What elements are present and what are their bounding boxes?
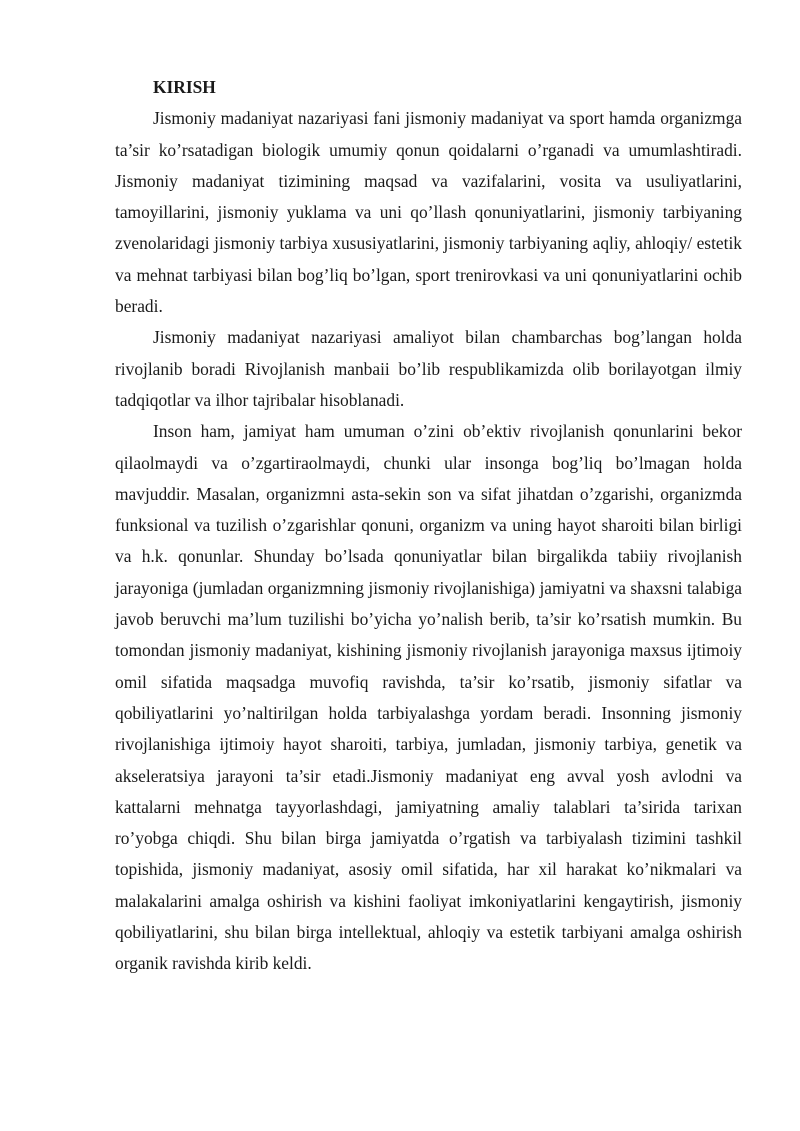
paragraph: Jismoniy madaniyat nazariyasi fani jismoniy madaniyat va sport hamda organizmga ta’sir ko’rsatadigan biologik umumiy qonun qoidalarni o’rganadi va umumlashtiradi. Jismoniy madaniyat tizimining maqsad va vazifalarini, vosita va usuliyatlarini, tamoyillarini, jismoniy yuklama va uni qo’llash qonuniyatlarini, jismoniy tarbiyaning zvenolaridagi jismoniy tarbiya xususiyatlarini, jismoniy tarbiyaning aqliy, ahloqiy/ estetik va mehnat tarbiyasi bilan bog’liq bo’lgan, sport trenirovkasi va uni qonuniyatlarini ochib beradi. xyxy=(115,108,742,317)
paragraph: Inson ham, jamiyat ham umuman o’zini ob’ektiv rivojlanish qonunlarini bekor qilaolmaydi va o’zgartiraolmaydi, chunki ular insonga bog’liq bo’lmagan holda mavjuddir. Masalan, organizmni asta-sekin son va sifat jihatdan o’zgarishi, organizmda funksional va tuzilish o’zgarishlar qonuni, organizm va uning hayot sharoiti bilan birligi va h.k. qonunlar. Shunday bo’lsada qonuniyatlar bilan birgalikda tabiiy rivojlanish jarayoniga (jumladan organizmning jismoniy rivojlanishiga) jamiyatni va shaxsni talabiga javob beruvchi ma’lum tuzilishi bo’yicha yo’nalish berib, ta’sir ko’rsatish mumkin. Bu tomondan jismoniy madaniyat, kishining jismoniy rivojlanish jarayoniga maxsus ijtimoiy omil sifatida maqsadga muvofiq ravishda, ta’sir ko’rsatib, jismoniy sifatlar va qobiliyatlarini yo’naltirilgan holda tarbiyalashga yordam beradi. Insonning jismoniy rivojlanishiga ijtimoiy hayot sharoiti, tarbiya, jumladan, jismoniy tarbiya, genetik va akseleratsiya jarayoni ta’sir etadi.Jismoniy madaniyat eng avval yosh avlodni va kattalarni mehnatga tayyorlashdagi, jamiyatning amaliy talablari ta’sirida tarixan ro’yobga chiqdi. Shu bilan birga jamiyatda o’rgatish va tarbiyalash tizimini tashkil topishida, jismoniy madaniyat, asosiy omil sifatida, har xil harakat ko’nikmalari va malakalarini amalga oshirish va kishini faoliyat imkoniyatlarini kengaytirish, jismoniy qobiliyatlarini, shu bilan birga intellektual, ahloqiy va estetik tarbiyani amalga oshirish organik ravishda kirib keldi. xyxy=(115,421,742,974)
document-body xyxy=(115,72,742,980)
section-heading: KIRISH xyxy=(153,77,216,97)
paragraph: Jismoniy madaniyat nazariyasi amaliyot bilan chambarchas bog’langan holda rivojlanib boradi Rivojlanish manbaii bo’lib respublikamizda olib borilayotgan ilmiy tadqiqotlar va ilhor tajribalar hisoblanadi. xyxy=(115,327,742,410)
